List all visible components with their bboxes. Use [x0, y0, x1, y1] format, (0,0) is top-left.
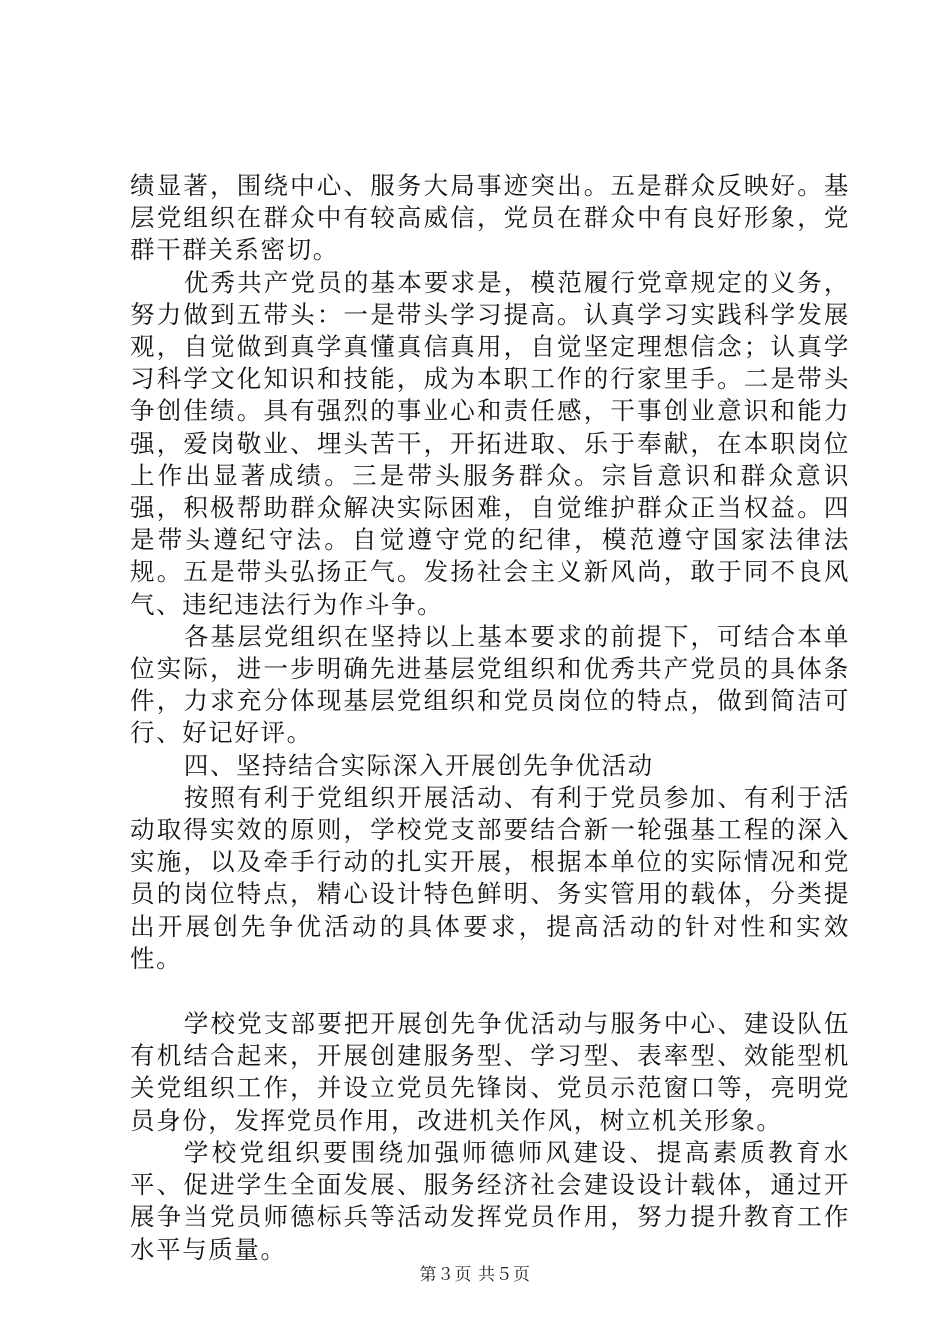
paragraph-activity-principles: 按照有利于党组织开展活动、有利于党员参加、有利于活动取得实效的原则，学校党支部要结合新一轮强基工程的深入实施，以及牵手行动的扎实开展，根据本单位的实际情况和党员的岗位特点，精心设计特色鲜明、务实管用的载体，分类提出开展创先争优活动的具体要求，提高活动的针对性和实效性。 [130, 782, 850, 973]
section-heading-four: 四、坚持结合实际深入开展创先争优活动 [183, 750, 654, 780]
page-number-footer: 第３页 共５页 [419, 1265, 531, 1285]
paragraph-school-branch: 学校党支部要把开展创先争优活动与服务中心、建设队伍有机结合起来，开展创建服务型、学习型、表率型、效能型机关党组织工作，并设立党员先锋岗、党员示范窗口等，亮明党员身份，发挥党员作用，改进机关作风，树立机关形象。 [130, 1009, 850, 1135]
paragraph-grassroots-conditions: 各基层党组织在坚持以上基本要求的前提下，可结合本单位实际，进一步明确先进基层党组织和优秀共产党员的具体条件，力求充分体现基层党组织和党员岗位的特点，做到简洁可行、好记好评。 [130, 621, 850, 748]
paragraph-continuation: 绩显著，围绕中心、服务大局事迹突出。五是群众反映好。基层党组织在群众中有较高威信，党员在群众中有良好形象，党群干群关系密切。 [130, 171, 850, 265]
document-body [130, 170, 850, 1266]
paragraph-party-member-requirements: 优秀共产党员的基本要求是，模范履行党章规定的义务，努力做到五带头：一是带头学习提高。认真学习实践科学发展观，自觉做到真学真懂真信真用，自觉坚定理想信念；认真学习科学文化知识和技能，成为本职工作的行家里手。二是带头争创佳绩。具有强烈的事业心和责任感，干事创业意识和能力强，爱岗敬业、埋头苦干，开拓进取、乐于奉献，在本职岗位上作出显著成绩。三是带头服务群众。宗旨意识和群众意识强，积极帮助群众解决实际困难，自觉维护群众正当权益。四是带头遵纪守法。自觉遵守党的纪律，模范遵守国家法律法规。五是带头弘扬正气。发扬社会主义新风尚，敢于同不良风气、违纪违法行为作斗争。 [130, 267, 850, 619]
paragraph-school-organization: 学校党组织要围绕加强师德师风建设、提高素质教育水平、促进学生全面发展、服务经济社会建设设计载体，通过开展争当党员师德标兵等活动发挥党员作用，努力提升教育工作水平与质量。 [130, 1137, 850, 1264]
